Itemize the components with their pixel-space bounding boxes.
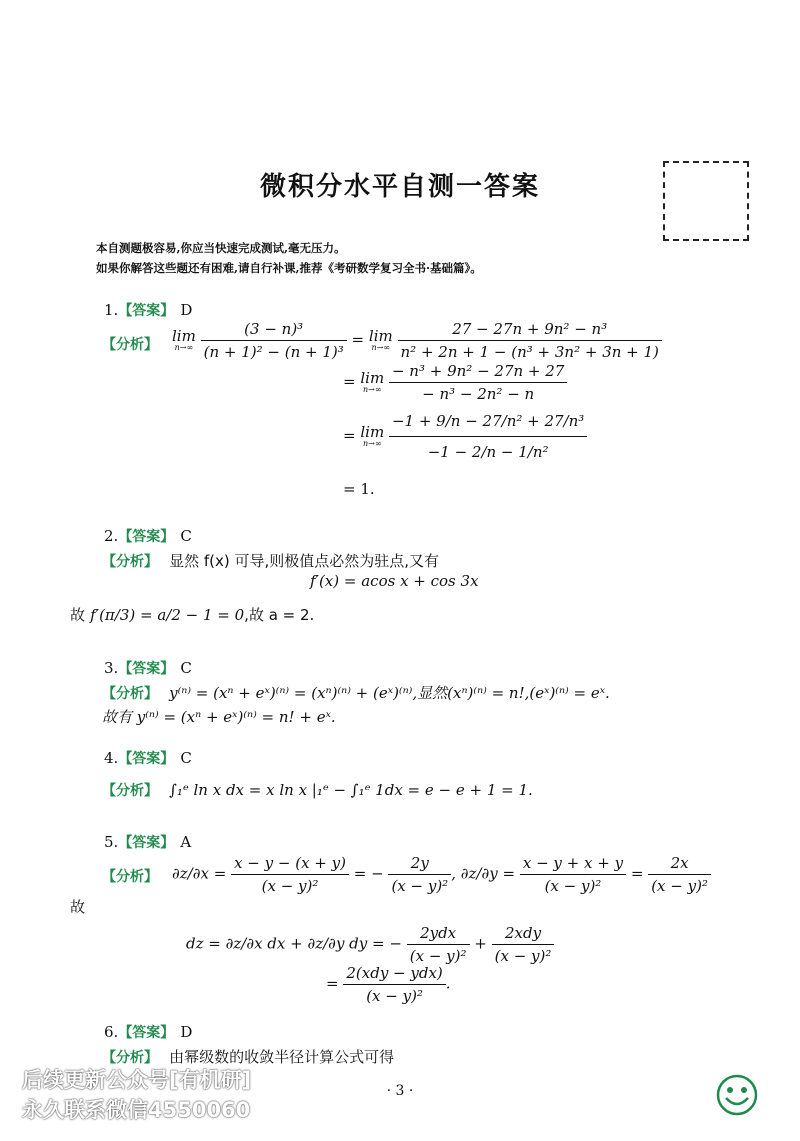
q5-analysis-tag: 【分析】	[102, 869, 158, 885]
q5-answer: A	[180, 833, 192, 851]
q2-text: 显然 f(x) 可导,则极值点必然为驻点,又有	[169, 552, 440, 570]
q1-lim-4: lim n→∞	[360, 423, 385, 448]
q5-frac-4: $\frac{2x}{\text{(x − y)²}}$	[648, 854, 711, 895]
q1-answer: D	[180, 301, 193, 319]
page-title: 微积分水平自测一答案	[259, 172, 540, 202]
q5-dz-line: dz = ∂z/∂x dx + ∂z/∂y dy = − $\frac{\text{2ydx}}{\text{(x − y)²}}$ + $\frac{\text{2xdy}}{\text{(x − y)²}}$	[186, 924, 554, 965]
q4-formula: ∫₁ᵉ ln x dx = x ln x |₁ᵉ − ∫₁ᵉ 1dx = e − e + 1 = 1.	[169, 781, 533, 799]
q5-frac-7: $\frac{\text{2(xdy − ydx)}}{\text{(x − y)²}}$	[343, 964, 445, 1005]
q5-dzdy: ∂z/∂y	[460, 864, 498, 883]
q5-dz-expr: dz = ∂z/∂x dx + ∂z/∂y dy	[186, 934, 368, 953]
q5-frac-3: $\frac{x - y + x + y}{\text{(x − y)²}}$	[520, 854, 626, 895]
q3-line-1: y⁽ⁿ⁾ = (xⁿ + eˣ)⁽ⁿ⁾ = (xⁿ)⁽ⁿ⁾ + (eˣ)⁽ⁿ⁾,显然(xⁿ)⁽ⁿ⁾ = n!,(eˣ)⁽ⁿ⁾ = eˣ.	[169, 684, 610, 702]
q2-conclusion-math: f′(π/3) = a/2 − 1 = 0	[90, 606, 245, 624]
smiley-icon	[716, 1074, 758, 1116]
q1-frac-4: $\frac{\text{−1 + 9/n − 27/n² + 27/n³}}{\text{−1 − 2/n − 1/n²}}$	[389, 412, 587, 461]
q6-answer-line: 6.【答案】 D	[104, 1023, 193, 1041]
q5-frac-6: $\frac{\text{2xdy}}{\text{(x − y)²}}$	[492, 924, 555, 965]
q1-frac-1: $\frac{\text{(3 − n)³}}{\text{(n + 1)² − (n + 1)³}}$	[201, 320, 347, 361]
q5-dzdx: ∂z/∂x	[172, 864, 209, 883]
q3-answer-line: 3.【答案】 C	[104, 659, 192, 677]
q2-conclusion: 故 f′(π/3) = a/2 − 1 = 0,故 a = 2.	[70, 606, 315, 624]
page-number: · 3 ·	[386, 1083, 414, 1099]
q5-number: 5.	[104, 833, 119, 851]
q6-answer: D	[180, 1023, 193, 1041]
q4-answer-line: 4.【答案】 C	[104, 749, 192, 767]
q6-number: 6.	[104, 1023, 119, 1041]
q3-answer: C	[180, 659, 192, 677]
q5-gu: 故	[70, 898, 86, 916]
q4-number: 4.	[104, 749, 119, 767]
watermark-line-1: 后续更新公众号[有机研]	[22, 1068, 252, 1092]
q5-partials: ∂z/∂x = $\frac{x - y - (x + y)}{\text{(x − y)²}}$ = − $\frac{2y}{\text{(x − y)²}}$ , ∂z/∂y = $\frac{x - y + x + y}{\text{(x − y)²}}$ = $\frac{2x}{\text{(x − y)²}}$	[172, 854, 711, 895]
q5-frac-2: $\frac{2y}{\text{(x − y)²}}$	[388, 854, 451, 895]
q1-frac-3: $\frac{\text{− n³ + 9n² − 27n + 27}}{\text{− n³ − 2n² − n}}$	[389, 362, 567, 403]
q5-frac-5: $\frac{\text{2ydx}}{\text{(x − y)²}}$	[407, 924, 470, 965]
q1-step-2: = lim n→∞ $\frac{\text{− n³ + 9n² − 27n + 27}}{\text{− n³ − 2n² − n}}$	[343, 362, 567, 403]
q2-answer: C	[180, 527, 192, 545]
q6-analysis-line: 【分析】 由幂级数的收敛半径计算公式可得	[102, 1048, 395, 1066]
q1-lim-3: lim n→∞	[360, 369, 385, 394]
watermark-line-2: 永久联系微信4550060	[22, 1098, 251, 1122]
q1-lim-1: lim n→∞	[172, 327, 196, 352]
intro-line-1: 本自测题极容易,你应当快速完成测试,毫无压力。	[96, 241, 346, 255]
q1-step-3: = lim n→∞ $\frac{\text{−1 + 9/n − 27/n² + 27/n³}}{\text{−1 − 2/n − 1/n²}}$	[343, 412, 587, 461]
q2-conclusion-post: ,故 a = 2.	[244, 606, 315, 624]
q5-frac-1: $\frac{x - y - (x + y)}{\text{(x − y)²}}$	[231, 854, 349, 895]
q2-formula: f′(x) = acos x + cos 3x	[310, 572, 479, 590]
q2-analysis-line: 【分析】 显然 f(x) 可导,则极值点必然为驻点,又有	[102, 552, 440, 570]
q5-answer-line: 5.【答案】 A	[104, 833, 192, 851]
q2-answer-line: 2.【答案】 C	[104, 527, 192, 545]
q1-answer-line	[104, 300, 192, 320]
q1-result: = 1.	[343, 480, 375, 498]
q1-frac-2: $\frac{\text{27 − 27n + 9n² − n³}}{\text{n² + 2n + 1 − (n³ + 3n² + 3n + 1)}}$	[398, 320, 662, 361]
q1-number: 1.	[104, 301, 119, 319]
answer-tag: 【答案】	[118, 303, 175, 319]
q4-answer: C	[180, 749, 192, 767]
q6-text: 由幂级数的收敛半径计算公式可得	[169, 1048, 395, 1066]
q2-number: 2.	[104, 527, 119, 545]
q5-dz-result: = $\frac{\text{2(xdy − ydx)}}{\text{(x − y)²}}$ .	[326, 964, 451, 1005]
analysis-tag: 【分析】	[102, 337, 158, 353]
q3-number: 3.	[104, 659, 119, 677]
intro-line-2: 如果你解答这些题还有困难,请自行补课,推荐《考研数学复习全书·基础篇》。	[96, 261, 482, 275]
q4-analysis-line: 【分析】 ∫₁ᵉ ln x dx = x ln x |₁ᵉ − ∫₁ᵉ 1dx = e − e + 1 = 1.	[102, 781, 533, 799]
q3-analysis-line: 【分析】 y⁽ⁿ⁾ = (xⁿ + eˣ)⁽ⁿ⁾ = (xⁿ)⁽ⁿ⁾ + (eˣ)⁽ⁿ⁾,显然(xⁿ)⁽ⁿ⁾ = n!,(eˣ)⁽ⁿ⁾ = eˣ.	[102, 684, 610, 702]
q1-lim-2: lim n→∞	[368, 327, 393, 352]
q1-step-1: lim n→∞ $\frac{\text{(3 − n)³}}{\text{(n + 1)² − (n + 1)³}}$ = lim n→∞ $\frac{\text{27 − 27n + 9n² − n³}}{\text{n² + 2n + 1 − (n³ + 3n² + 3n + 1)}}$	[172, 320, 662, 361]
q3-line-2: 故有 y⁽ⁿ⁾ = (xⁿ + eˣ)⁽ⁿ⁾ = n! + eˣ.	[102, 708, 336, 726]
